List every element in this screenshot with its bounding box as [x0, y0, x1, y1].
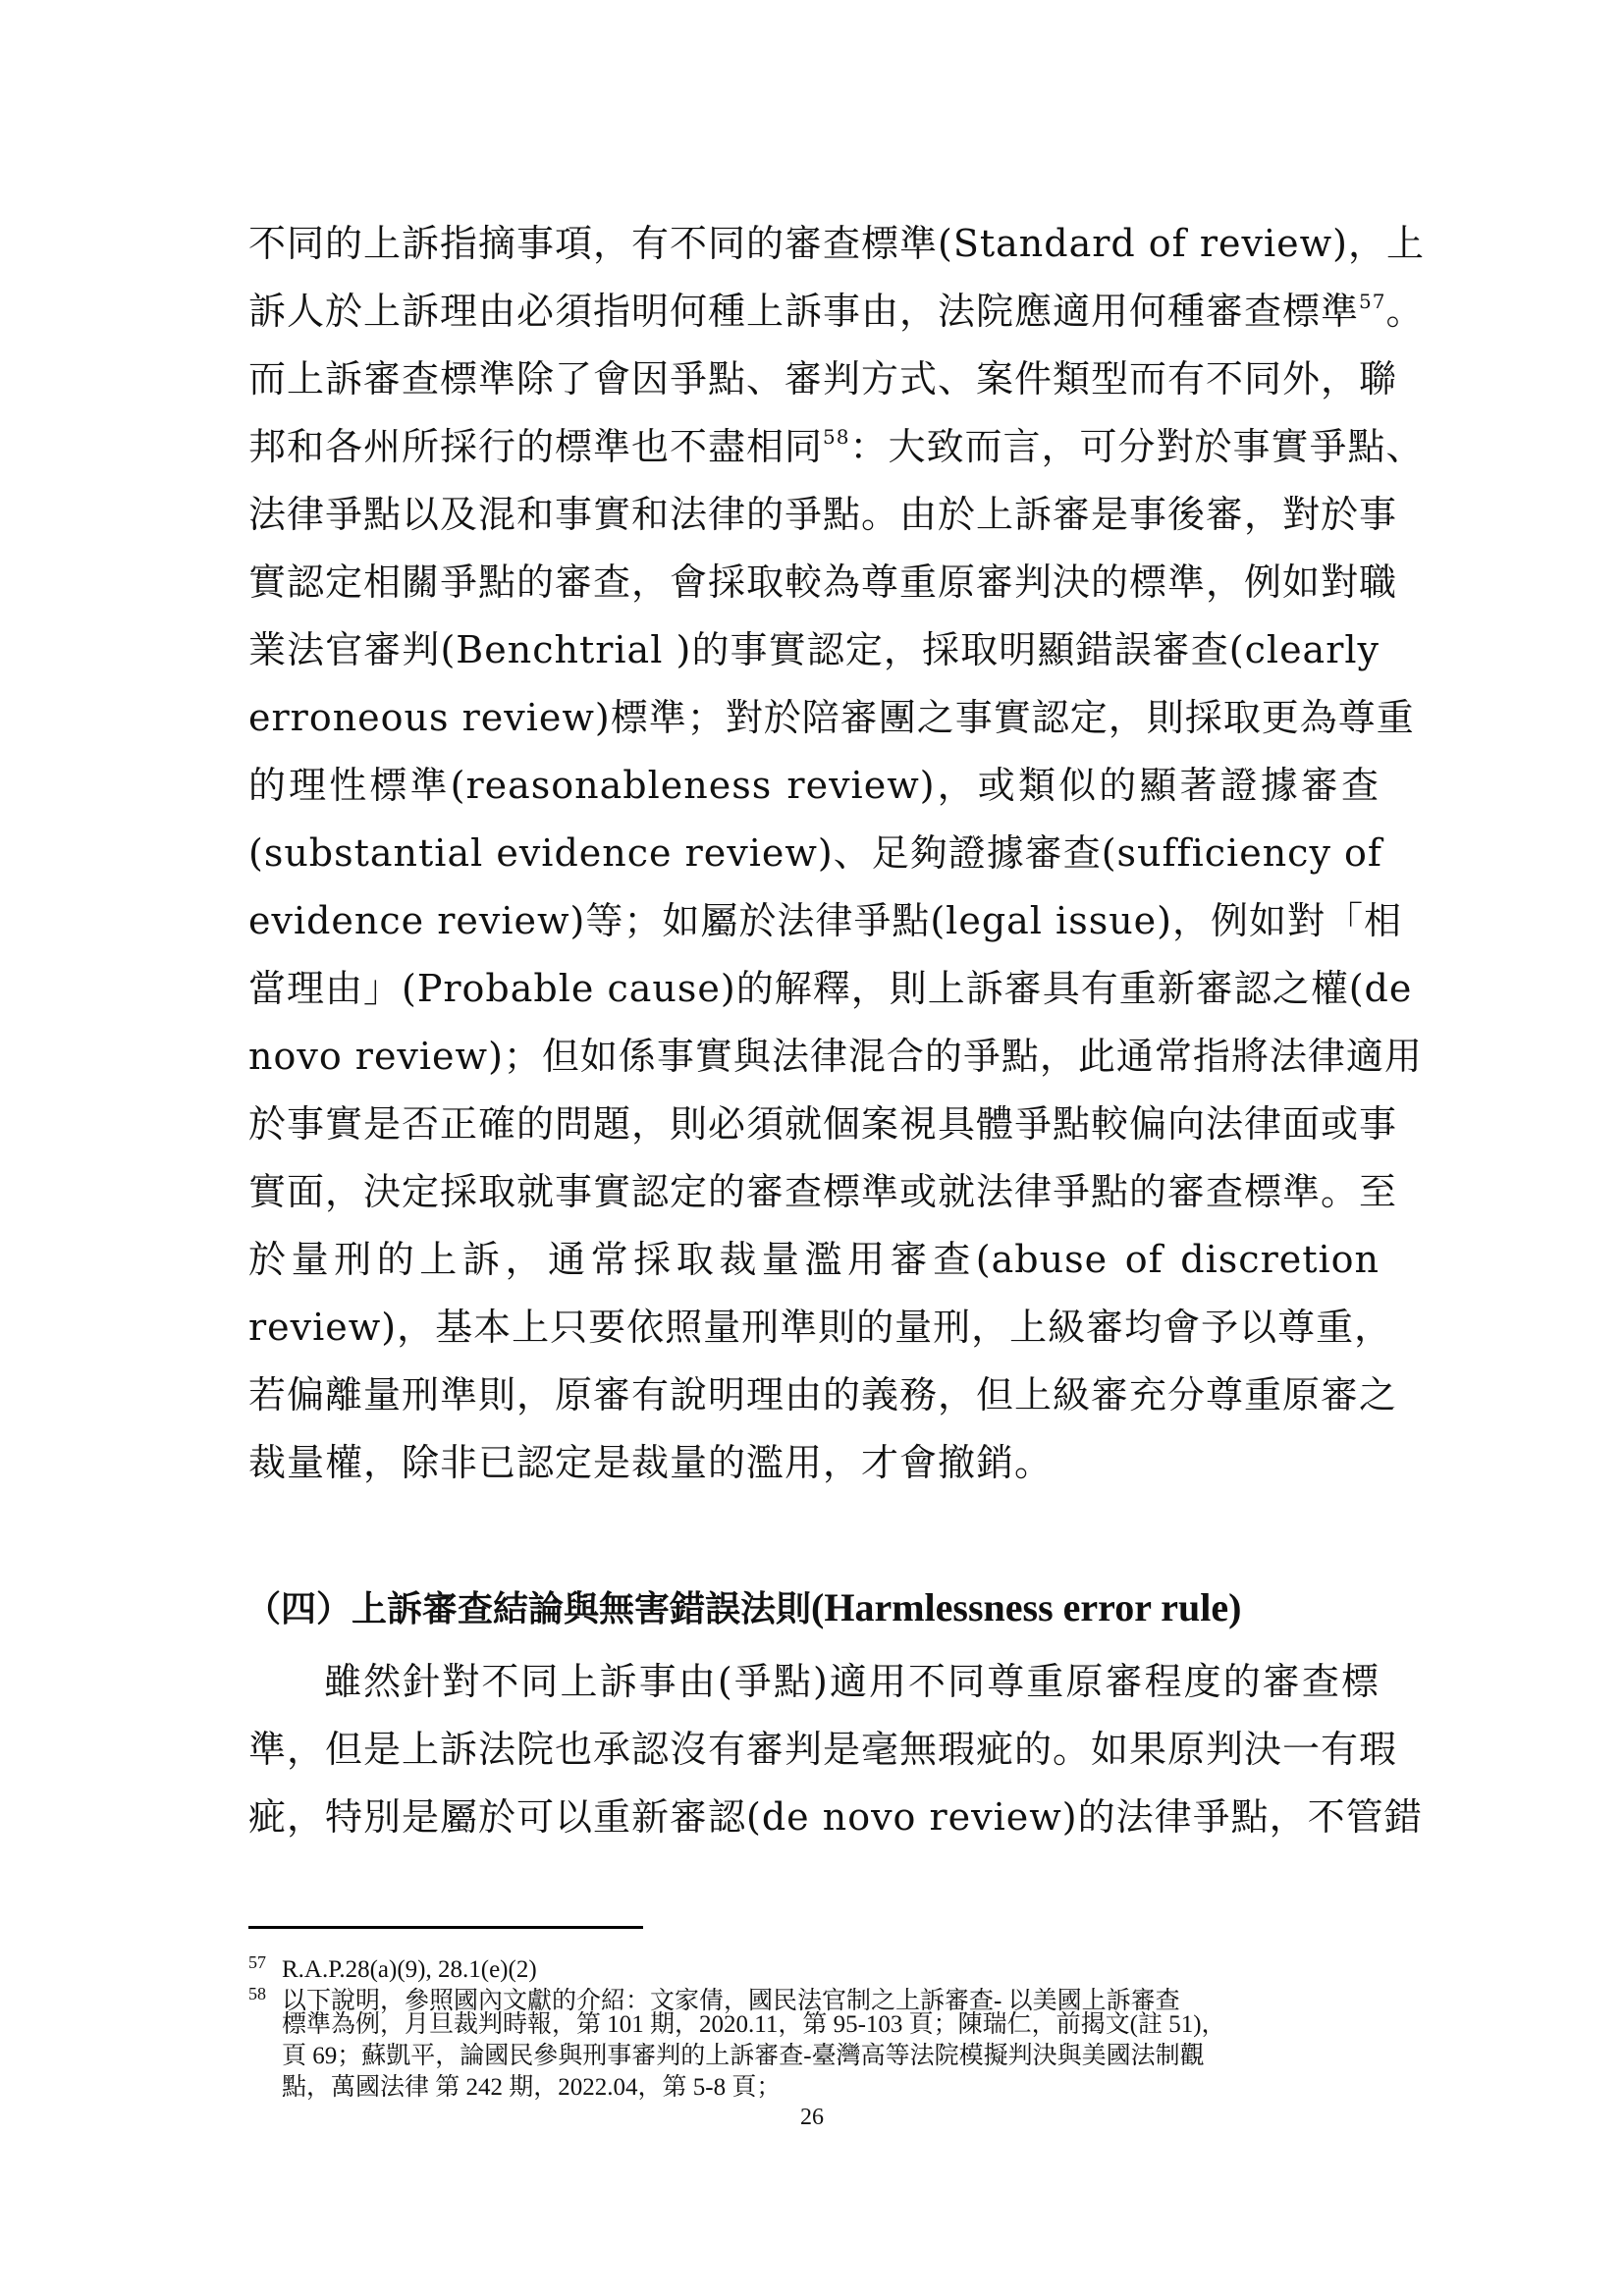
body-line: 當理由」(Probable cause)的解釋，則上訴審具有重新審認之權(de: [248, 967, 1413, 1010]
body-line: (substantial evidence review)、足夠證據審查(sufficiency of: [248, 831, 1382, 875]
body-line: novo review)；但如係事實與法律混合的爭點，此通常指將法律適用: [248, 1035, 1423, 1078]
body-line-end: 。: [1385, 290, 1425, 333]
body-line: evidence review)等；如屬於法律爭點(legal issue)，例如對「相: [248, 899, 1402, 942]
footnote-number: 58: [248, 1984, 266, 2003]
body-line: 實認定相關爭點的審查，會採取較為尊重原審判決的標準，例如對職: [248, 561, 1398, 604]
body-line: 不同的上訴指摘事項，有不同的審查標準(Standard of review)，上: [248, 222, 1425, 265]
page-number: 26: [800, 2105, 824, 2130]
footnote-58-line: [248, 2073, 1387, 2103]
body-line: review)，基本上只要依照量刑準則的量刑，上級審均會予以尊重，: [248, 1306, 1393, 1349]
body-line-text: 邦和各州所採行的標準也不盡相同: [248, 425, 824, 468]
body-line: 的理性標準(reasonableness review)，或類似的顯著證據審查: [248, 764, 1380, 807]
body-line-text: 訴人於上訴理由必須指明何種上訴事由，法院應適用何種審查標準: [248, 290, 1360, 333]
section-heading-en: (Harmlessness error rule): [811, 1585, 1242, 1629]
body-line: 於量刑的上訴，通常採取裁量濫用審查(abuse of discretion: [248, 1238, 1380, 1281]
body-line-text: ：大致而言，可分對於事實爭點、: [849, 425, 1425, 468]
section-heading-zh: （四）上訴審查結論與無害錯誤法則: [245, 1589, 812, 1629]
body-line: 若偏離量刑準則，原審有說明理由的義務，但上級審充分尊重原審之: [248, 1373, 1398, 1416]
body-line: [248, 286, 1425, 341]
footnote-58-line: [248, 2010, 1387, 2040]
footnote-text: 標準為例，月旦裁判時報，第 101 期，2020.11，第 95-103 頁；陳瑞仁，前揭文(註 51)，: [282, 2011, 1226, 2038]
body-line: 實面，決定採取就事實認定的審查標準或就法律爭點的審查標準。至: [248, 1170, 1398, 1213]
body-line: 雖然針對不同上訴事由(爭點)適用不同尊重原審程度的審查標: [324, 1660, 1380, 1703]
body-line: 於事實是否正確的問題，則必須就個案視具體爭點較偏向法律面或事: [248, 1102, 1398, 1146]
body-line: 而上訴審查標準除了會因爭點、審判方式、案件類型而有不同外，聯: [248, 357, 1398, 400]
footnote-text: R.A.P.28(a)(9), 28.1(e)(2): [282, 1956, 537, 1983]
footnote-text: 點，萬國法律 第 242 期，2022.04，第 5-8 頁；: [282, 2074, 782, 2101]
body-line: 準，但是上訴法院也承認沒有審判是毫無瑕疵的。如果原判決一有瑕: [248, 1728, 1398, 1771]
footnote-text: 頁 69；蘇凱平，論國民參與刑事審判的上訴審查-臺灣高等法院模擬判決與美國法制觀: [282, 2043, 1205, 2069]
body-line: [248, 421, 1425, 476]
footnote-ref-57[interactable]: 57: [1359, 290, 1386, 313]
footnote-number: 57: [248, 1952, 266, 1972]
footnote-text: 以下說明，參照國內文獻的介紹：文家倩，國民法官制之上訴審查- 以美國上訴審查: [282, 1988, 1180, 2014]
body-line: 法律爭點以及混和事實和法律的爭點。由於上訴審是事後審，對於事: [248, 493, 1398, 536]
section-heading: [245, 1580, 1384, 1637]
body-line: 裁量權，除非已認定是裁量的濫用，才會撤銷。: [248, 1441, 1054, 1484]
footnote-separator: [248, 1926, 643, 1929]
body-line: 業法官審判(Benchtrial )的事實認定，採取明顯錯誤審查(clearly: [248, 628, 1380, 671]
body-line: 疵，特別是屬於可以重新審認(de novo review)的法律爭點，不管錯: [248, 1795, 1423, 1839]
footnote-58-line: [248, 2042, 1387, 2071]
footnote-ref-58[interactable]: 58: [823, 425, 850, 449]
body-line: erroneous review)標準；對於陪審團之事實認定，則採取更為尊重: [248, 696, 1415, 739]
